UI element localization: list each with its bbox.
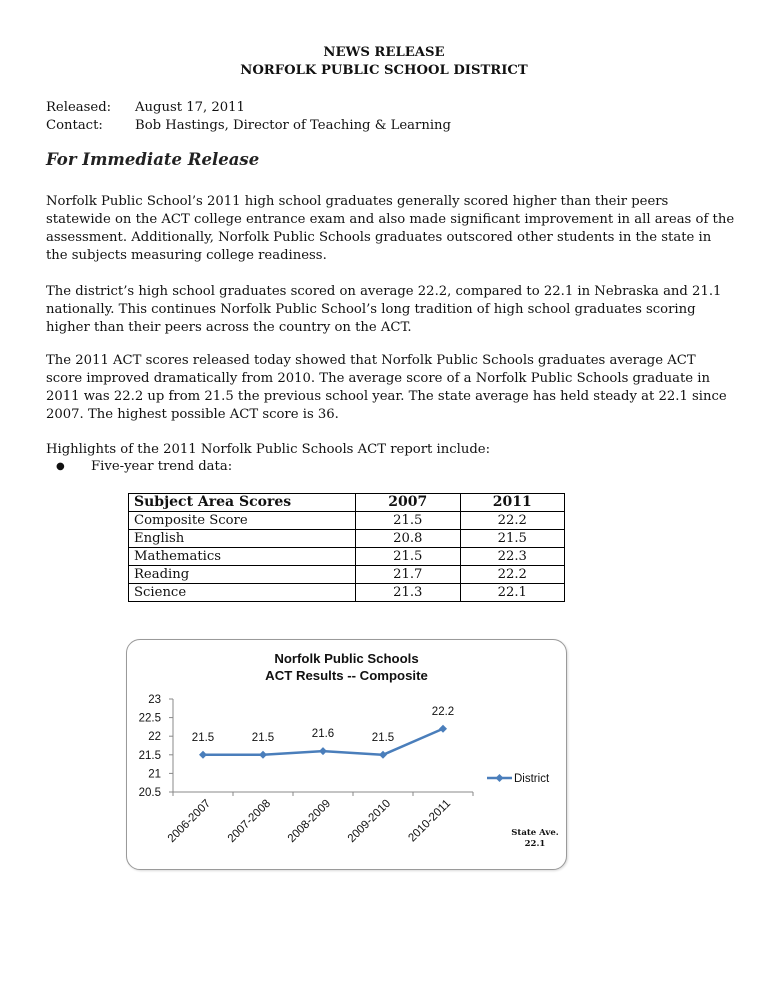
- data-point-marker: [199, 751, 207, 759]
- table-cell: 21.7: [356, 566, 461, 584]
- y-tick-label: 22.5: [138, 712, 161, 725]
- x-tick-label: 2009-2010: [345, 797, 394, 846]
- data-label: 21.5: [371, 731, 395, 744]
- table-header-cell: Subject Area Scores: [129, 494, 356, 512]
- contact-label: Contact:: [46, 118, 103, 133]
- state-average-label: State Ave.: [511, 828, 559, 838]
- table-header-cell: 2007: [356, 494, 461, 512]
- release-meta: [46, 99, 451, 135]
- news-release-header: [0, 44, 768, 80]
- bullet-text: Five-year trend data:: [91, 459, 233, 474]
- table-cell: 21.5: [356, 548, 461, 566]
- table-header-cell: 2011: [460, 494, 565, 512]
- data-point-marker: [259, 751, 267, 759]
- x-tick-label: 2008-2009: [285, 797, 334, 846]
- paragraph-3: The 2011 ACT scores released today showed that Norfolk Public Schools graduates average ACT score improved dramatically from 2010. The average score of a Norfolk Public Schools graduate in 2011 was 22.2 up from 21.5 the previous school year. The state average has held steady at 22.1 since 2007. The highest possible ACT score is 36.: [46, 353, 727, 422]
- contact-value: Bob Hastings, Director of Teaching & Learning: [135, 118, 451, 133]
- table-cell: Science: [129, 584, 356, 602]
- table-row: [129, 584, 565, 602]
- table-row: [129, 566, 565, 584]
- bullet-item: [56, 458, 232, 476]
- contact-row: [46, 117, 451, 135]
- data-point-marker: [379, 751, 387, 759]
- header-line-1: NEWS RELEASE: [323, 45, 445, 60]
- data-label: 21.5: [191, 731, 215, 744]
- paragraph-4: Highlights of the 2011 Norfolk Public Schools ACT report include:: [46, 442, 491, 457]
- table-cell: 21.5: [356, 512, 461, 530]
- table-cell: Composite Score: [129, 512, 356, 530]
- legend-label: District: [514, 773, 550, 785]
- table-cell: 20.8: [356, 530, 461, 548]
- y-tick-label: 20.5: [138, 787, 161, 799]
- chart-plot: [127, 640, 566, 869]
- table-cell: 22.2: [460, 566, 565, 584]
- y-tick-label: 21.5: [138, 749, 161, 762]
- table-cell: 21.5: [460, 530, 565, 548]
- scores-table: [128, 493, 565, 602]
- released-value: August 17, 2011: [135, 100, 245, 115]
- y-tick-label: 23: [148, 694, 161, 706]
- data-label: 22.2: [431, 705, 455, 718]
- table-cell: 21.3: [356, 584, 461, 602]
- legend-marker: [496, 774, 504, 782]
- state-average-note: [505, 828, 565, 850]
- y-tick-label: 22: [148, 731, 161, 744]
- y-tick-label: 21: [148, 768, 161, 781]
- table-row: [129, 548, 565, 566]
- table-header-row: [129, 494, 565, 512]
- chart-title-line-1: Norfolk Public Schools: [274, 651, 419, 666]
- release-title: For Immediate Release: [46, 150, 260, 169]
- x-tick-label: 2010-2011: [406, 797, 454, 845]
- data-label: 21.6: [311, 728, 335, 741]
- data-label: 21.5: [251, 731, 275, 744]
- table-cell: 22.1: [460, 584, 565, 602]
- bullet-dot: ●: [56, 461, 65, 472]
- paragraph-2: The district’s high school graduates scored on average 22.2, compared to 22.1 in Nebraska and 21.1 nationally. This continues Norfolk Public School’s long tradition of high school graduates scoring higher than their peers across the country on the ACT.: [46, 284, 722, 335]
- act-composite-chart: [126, 639, 567, 870]
- x-tick-label: 2007-2008: [225, 797, 274, 846]
- table-cell: 22.2: [460, 512, 565, 530]
- released-label: Released:: [46, 100, 112, 115]
- x-tick-label: 2006-2007: [165, 797, 214, 846]
- table-cell: English: [129, 530, 356, 548]
- paragraph-1: Norfolk Public School’s 2011 high school graduates generally scored higher than their peers statewide on the ACT college entrance exam and also made significant improvement in all areas of the assessment. Additionally, Norfolk Public Schools graduates outscored other students in the state in the subjects measuring college readiness.: [46, 194, 735, 263]
- table-cell: Reading: [129, 566, 356, 584]
- chart-title-line-2: ACT Results -- Composite: [265, 668, 428, 683]
- data-point-marker: [439, 725, 447, 733]
- table-row: [129, 530, 565, 548]
- data-point-marker: [319, 747, 327, 755]
- released-row: [46, 99, 451, 117]
- table-cell: Mathematics: [129, 548, 356, 566]
- table-row: [129, 512, 565, 530]
- table-cell: 22.3: [460, 548, 565, 566]
- header-line-2: NORFOLK PUBLIC SCHOOL DISTRICT: [240, 63, 528, 78]
- state-average-value: 22.1: [524, 839, 546, 849]
